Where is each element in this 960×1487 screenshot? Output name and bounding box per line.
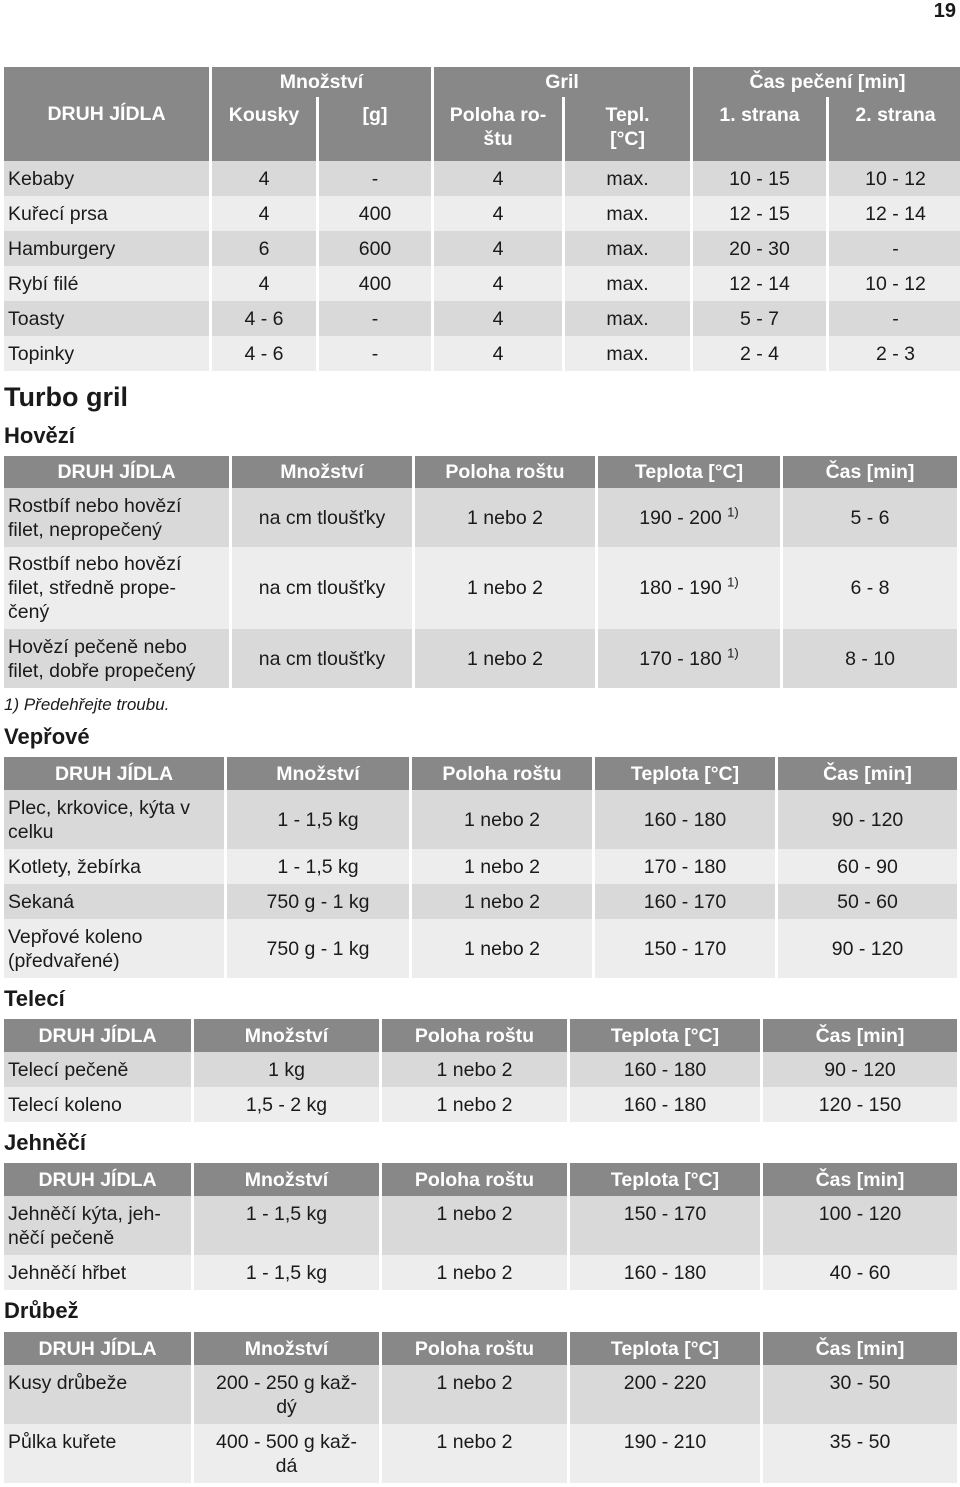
- header-food: DRUH JÍDLA: [4, 456, 229, 488]
- header-food: DRUH JÍDLA: [4, 757, 224, 790]
- lamb-title: Jehněčí: [4, 1130, 86, 1155]
- footnote: 1) Předehřejte troubu.: [4, 695, 170, 714]
- beef-title: Hovězí: [4, 423, 75, 448]
- table-row: Telecí pečeně 1 kg 1 nebo 2 160 - 180 90 - 120: [4, 1052, 957, 1087]
- header-time: Čas [min]: [763, 1019, 957, 1052]
- header-temp: Teplota [°C]: [570, 1332, 760, 1365]
- header-shelf: Poloha roštu: [382, 1019, 567, 1052]
- table-row: Plec, krkovice, kýta v celku 1 - 1,5 kg 1 nebo 2 160 - 180 90 - 120: [4, 790, 957, 849]
- veal-title: Telecí: [4, 986, 65, 1011]
- header-food: DRUH JÍDLA: [4, 1332, 191, 1365]
- header-quantity: Množství: [232, 456, 412, 488]
- grill-table: [1, 67, 960, 371]
- header-quantity-group: Množství: [212, 67, 431, 97]
- header-grill-group: Gril: [434, 67, 690, 97]
- pork-title: Vepřové: [4, 724, 90, 749]
- header-time: Čas [min]: [763, 1332, 957, 1365]
- header-shelf: Poloha roštu: [412, 757, 592, 790]
- header-temp: Tepl. [°C]: [565, 97, 690, 161]
- page-number: 19: [933, 0, 956, 22]
- table-row: Kotlety, žebírka 1 - 1,5 kg 1 nebo 2 170 - 180 60 - 90: [4, 849, 957, 884]
- table-row: Kusy drůbeže 200 - 250 g kaž- dý 1 nebo 2 200 - 220 30 - 50: [4, 1365, 957, 1424]
- header-food: DRUH JÍDLA: [4, 1019, 191, 1052]
- table-row: Hovězí pečeně nebo filet, dobře propečený na cm tloušťky 1 nebo 2 170 - 180 $^{1)}$ 8 - 10: [4, 629, 957, 688]
- table-row: Vepřové koleno (předvařené) 750 g - 1 kg 1 nebo 2 150 - 170 90 - 120: [4, 919, 957, 978]
- header-pieces: Kousky: [212, 97, 316, 161]
- header-quantity: Množství: [194, 1332, 379, 1365]
- table-row: Rybí filé 4 400 4 max. 12 - 14 10 - 12: [4, 266, 960, 301]
- poultry-table: [1, 1332, 960, 1483]
- turbo-grill-title: Turbo gril: [4, 382, 128, 412]
- table-row: Rostbíf nebo hovězí filet, nepropečený na cm tloušťky 1 nebo 2 190 - 200 $^{1)}$ 5 - 6: [4, 488, 957, 547]
- veal-table: [1, 1019, 960, 1122]
- lamb-table: [1, 1163, 960, 1290]
- header-shelf: Poloha roštu: [415, 456, 595, 488]
- header-grams: [g]: [319, 97, 431, 161]
- table-row: Jehněčí kýta, jeh- něčí pečeně 1 - 1,5 kg 1 nebo 2 150 - 170 100 - 120: [4, 1196, 957, 1255]
- poultry-title: Drůbež: [4, 1298, 79, 1323]
- beef-table: [1, 456, 960, 688]
- header-temp: Teplota [°C]: [595, 757, 775, 790]
- header-temp: Teplota [°C]: [598, 456, 780, 488]
- table-row: Hamburgery 6 600 4 max. 20 - 30 -: [4, 231, 960, 266]
- table-row: Sekaná 750 g - 1 kg 1 nebo 2 160 - 170 50 - 60: [4, 884, 957, 919]
- header-time: Čas [min]: [783, 456, 957, 488]
- header-temp: Teplota [°C]: [570, 1019, 760, 1052]
- header-temp: Teplota [°C]: [570, 1163, 760, 1196]
- header-quantity: Množství: [227, 757, 409, 790]
- header-side1: 1. strana: [693, 97, 826, 161]
- table-row: Jehněčí hřbet 1 - 1,5 kg 1 nebo 2 160 - 180 40 - 60: [4, 1255, 957, 1290]
- header-time-group: Čas pečení [min]: [693, 67, 960, 97]
- header-time: Čas [min]: [778, 757, 957, 790]
- header-side2: 2. strana: [829, 97, 960, 161]
- pork-table: [1, 757, 960, 978]
- header-time: Čas [min]: [763, 1163, 957, 1196]
- header-food: DRUH JÍDLA: [4, 1163, 191, 1196]
- header-quantity: Množství: [194, 1019, 379, 1052]
- table-row: Kebaby 4 - 4 max. 10 - 15 10 - 12: [4, 161, 960, 196]
- table-row: Kuřecí prsa 4 400 4 max. 12 - 15 12 - 14: [4, 196, 960, 231]
- header-shelf: Poloha roštu: [382, 1163, 567, 1196]
- table-row: Půlka kuřete 400 - 500 g kaž- dá 1 nebo 2 190 - 210 35 - 50: [4, 1424, 957, 1483]
- header-shelf: Poloha ro- štu: [434, 97, 562, 161]
- table-row: Topinky 4 - 6 - 4 max. 2 - 4 2 - 3: [4, 336, 960, 371]
- table-row: Rostbíf nebo hovězí filet, středně prope- čený na cm tloušťky 1 nebo 2 180 - 190 $^{1)}$ 6 - 8: [4, 547, 957, 629]
- table-row: Telecí koleno 1,5 - 2 kg 1 nebo 2 160 - 180 120 - 150: [4, 1087, 957, 1122]
- table-row: Toasty 4 - 6 - 4 max. 5 - 7 -: [4, 301, 960, 336]
- header-quantity: Množství: [194, 1163, 379, 1196]
- header-food: DRUH JÍDLA: [4, 67, 209, 161]
- header-shelf: Poloha roštu: [382, 1332, 567, 1365]
